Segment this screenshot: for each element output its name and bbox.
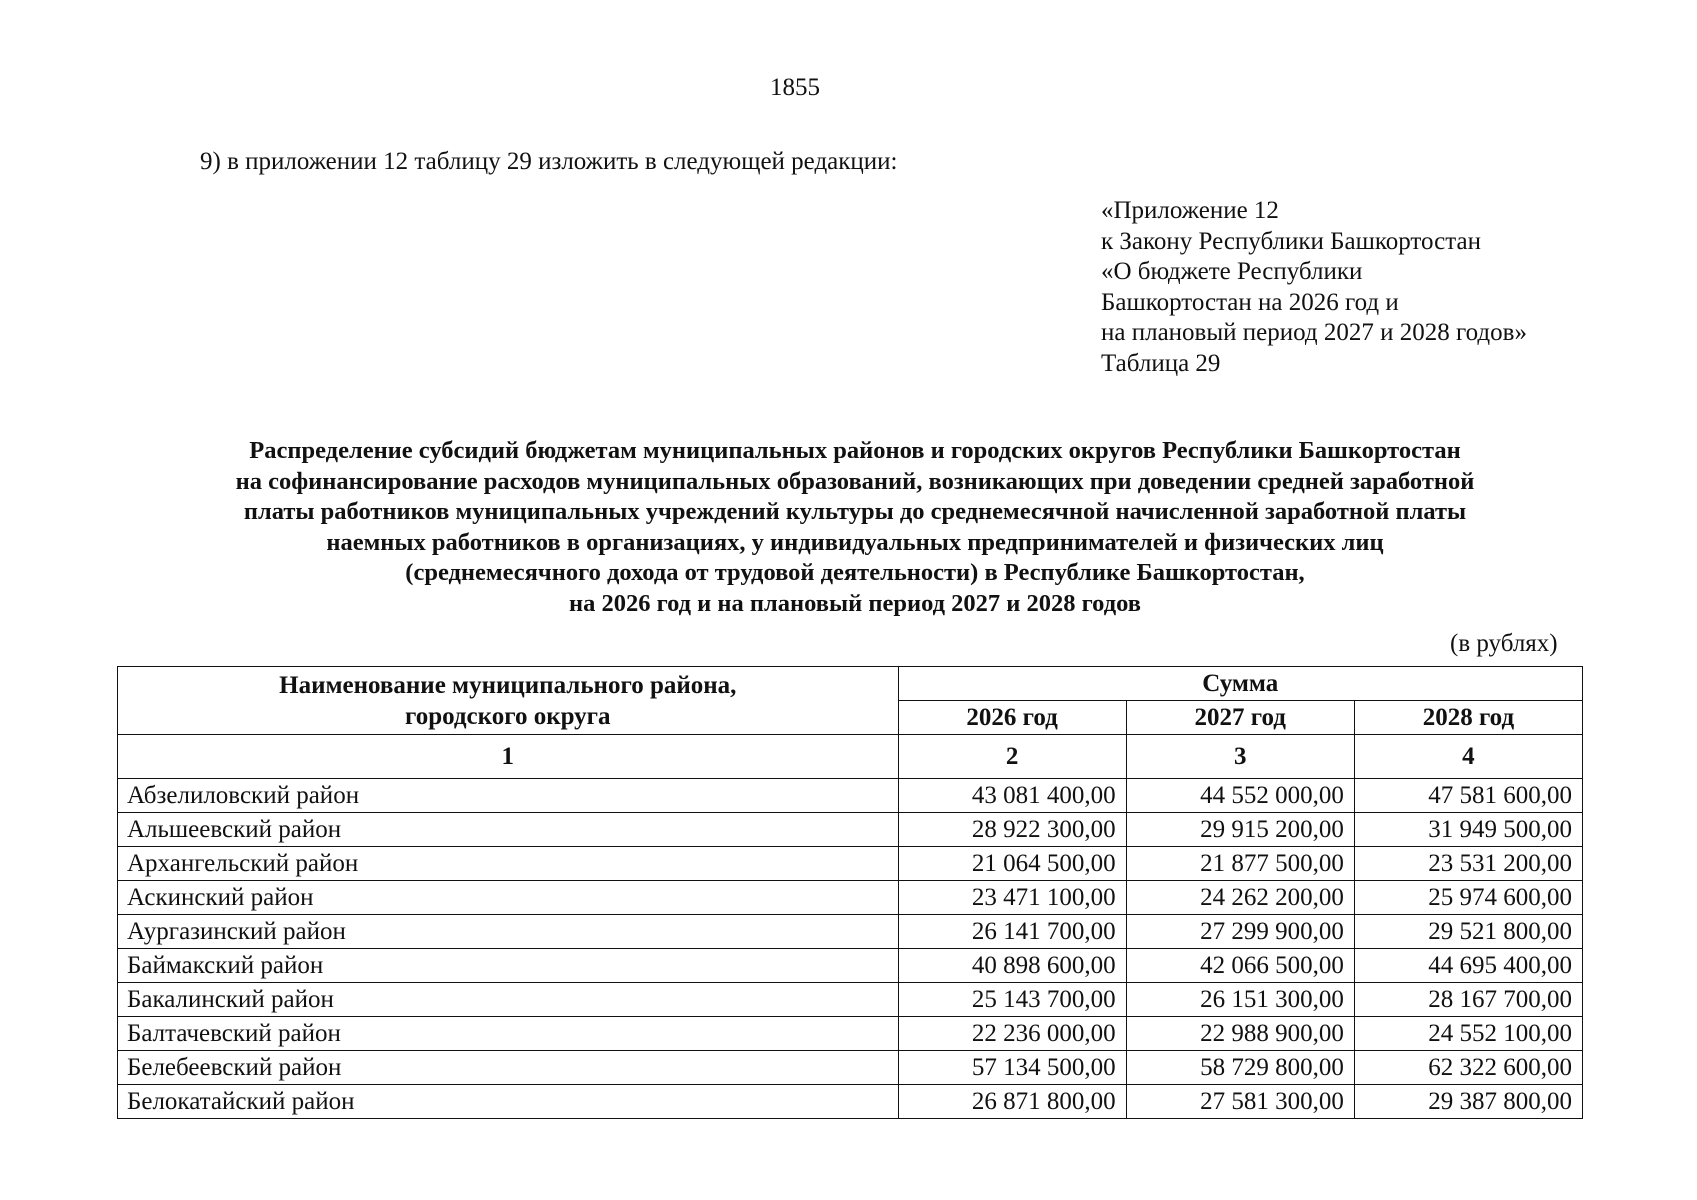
municipality-name: Абзелиловский район bbox=[118, 779, 899, 813]
header-year-2028: 2028 год bbox=[1354, 701, 1582, 735]
municipality-name: Архангельский район bbox=[118, 847, 899, 881]
table-row bbox=[118, 1085, 1583, 1119]
amount-2028: 62 322 600,00 bbox=[1354, 1051, 1582, 1085]
title-line: Распределение субсидий бюджетам муниципальных районов и городских округов Республики Башкортостан bbox=[249, 437, 1461, 464]
title-line: наемных работников в организациях, у индивидуальных предпринимателей и физических лиц bbox=[326, 528, 1384, 556]
amendment-instruction: 9) в приложении 12 таблицу 29 изложить в следующей редакции: bbox=[200, 148, 898, 175]
amount-2027: 24 262 200,00 bbox=[1126, 881, 1354, 915]
amount-2026: 28 922 300,00 bbox=[898, 813, 1126, 847]
header-municipality bbox=[118, 667, 899, 735]
amount-2028: 47 581 600,00 bbox=[1354, 779, 1582, 813]
municipality-name: Аскинский район bbox=[118, 881, 899, 915]
table-row bbox=[118, 813, 1583, 847]
amount-2027: 58 729 800,00 bbox=[1126, 1051, 1354, 1085]
title-line: на 2026 год и на плановый период 2027 и 2028 годов bbox=[568, 589, 1141, 617]
column-number: 3 bbox=[1126, 735, 1354, 779]
amount-2028: 28 167 700,00 bbox=[1354, 983, 1582, 1017]
amount-2027: 27 299 900,00 bbox=[1126, 915, 1354, 949]
amount-2026: 43 081 400,00 bbox=[898, 779, 1126, 813]
header-sum: Сумма bbox=[898, 667, 1582, 701]
amount-2026: 26 871 800,00 bbox=[898, 1085, 1126, 1119]
municipality-name: Белокатайский район bbox=[118, 1085, 899, 1119]
amount-2026: 22 236 000,00 bbox=[898, 1017, 1126, 1051]
appendix-line: Таблица 29 bbox=[1101, 349, 1221, 377]
table-row bbox=[118, 847, 1583, 881]
appendix-line: «О бюджете Республики bbox=[1101, 258, 1363, 285]
municipality-name: Бакалинский район bbox=[118, 983, 899, 1017]
appendix-line: на плановый период 2027 и 2028 годов» bbox=[1101, 319, 1527, 346]
amount-2028: 29 521 800,00 bbox=[1354, 915, 1582, 949]
amount-2027: 27 581 300,00 bbox=[1126, 1085, 1354, 1119]
amount-2028: 29 387 800,00 bbox=[1354, 1085, 1582, 1119]
table-row bbox=[118, 1051, 1583, 1085]
column-number: 4 bbox=[1354, 735, 1582, 779]
table-row bbox=[118, 779, 1583, 813]
header-year-2026: 2026 год bbox=[898, 701, 1126, 735]
table-row bbox=[118, 1017, 1583, 1051]
municipality-name: Белебеевский район bbox=[118, 1051, 899, 1085]
amount-2027: 44 552 000,00 bbox=[1126, 779, 1354, 813]
appendix-line: Башкортостан на 2026 год и bbox=[1101, 288, 1399, 316]
units-note: (в рублях) bbox=[1450, 630, 1558, 657]
amount-2027: 42 066 500,00 bbox=[1126, 949, 1354, 983]
amount-2026: 21 064 500,00 bbox=[898, 847, 1126, 881]
amount-2026: 40 898 600,00 bbox=[898, 949, 1126, 983]
table-title bbox=[120, 436, 1590, 619]
amount-2026: 23 471 100,00 bbox=[898, 881, 1126, 915]
header-municipality-line2: городского округа bbox=[404, 702, 611, 730]
amount-2028: 31 949 500,00 bbox=[1354, 813, 1582, 847]
page-number: 1855 bbox=[770, 74, 820, 101]
column-number: 2 bbox=[898, 735, 1126, 779]
amount-2027: 26 151 300,00 bbox=[1126, 983, 1354, 1017]
amount-2026: 57 134 500,00 bbox=[898, 1051, 1126, 1085]
appendix-line: к Закону Республики Башкортостан bbox=[1101, 227, 1481, 255]
municipality-name: Баймакский район bbox=[118, 949, 899, 983]
column-number: 1 bbox=[118, 735, 899, 779]
table-row bbox=[118, 983, 1583, 1017]
amount-2028: 44 695 400,00 bbox=[1354, 949, 1582, 983]
amount-2027: 22 988 900,00 bbox=[1126, 1017, 1354, 1051]
amount-2027: 21 877 500,00 bbox=[1126, 847, 1354, 881]
amount-2027: 29 915 200,00 bbox=[1126, 813, 1354, 847]
municipality-name: Альшеевский район bbox=[118, 813, 899, 847]
amount-2028: 25 974 600,00 bbox=[1354, 881, 1582, 915]
header-year-2027: 2027 год bbox=[1126, 701, 1354, 735]
amount-2026: 25 143 700,00 bbox=[898, 983, 1126, 1017]
appendix-line: «Приложение 12 bbox=[1101, 197, 1279, 224]
table-row bbox=[118, 881, 1583, 915]
table-row bbox=[118, 915, 1583, 949]
municipality-name: Аургазинский район bbox=[118, 915, 899, 949]
title-line: на софинансирование расходов муниципальных образований, возникающих при доведении средней заработной bbox=[235, 467, 1475, 495]
amount-2028: 23 531 200,00 bbox=[1354, 847, 1582, 881]
header-municipality-line1: Наименование муниципального района, bbox=[279, 671, 737, 699]
appendix-heading bbox=[1101, 196, 1527, 379]
table-row bbox=[118, 949, 1583, 983]
amount-2028: 24 552 100,00 bbox=[1354, 1017, 1582, 1051]
subsidy-table bbox=[117, 666, 1583, 1119]
title-line: платы работников муниципальных учреждений культуры до среднемесячной начисленной заработной платы bbox=[243, 498, 1467, 525]
amount-2026: 26 141 700,00 bbox=[898, 915, 1126, 949]
title-line: (среднемесячного дохода от трудовой деятельности) в Республике Башкортостан, bbox=[405, 559, 1305, 586]
municipality-name: Балтачевский район bbox=[118, 1017, 899, 1051]
